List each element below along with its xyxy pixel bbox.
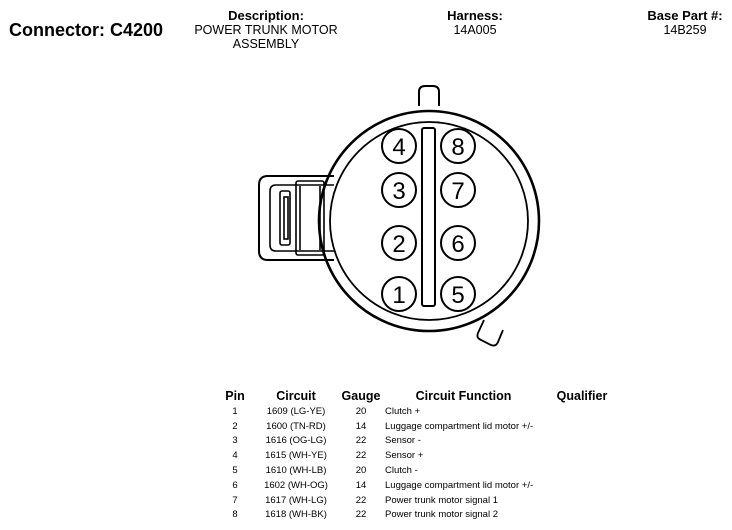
cell-circuit: 1618 (WH-BK): [265, 509, 327, 521]
table-row: [218, 493, 622, 508]
cell-pin: 6: [232, 479, 238, 491]
base-part-label: Base Part #:: [647, 8, 723, 23]
table-row: [218, 508, 622, 523]
cell-circuit: 1616 (OG-LG): [265, 435, 327, 447]
cell-circuit: 1600 (TN-RD): [266, 420, 326, 432]
bottom-latch: [477, 320, 503, 346]
center-divider: [422, 128, 435, 306]
pin-label-7: 7: [451, 178, 465, 205]
description-value-line-1: POWER TRUNK MOTOR: [194, 23, 338, 37]
cell-qualifier: [542, 508, 622, 523]
connector-body-inner: [330, 122, 528, 320]
pin-label-3: 3: [392, 178, 406, 205]
cell-function: Power trunk motor signal 1: [385, 494, 498, 506]
cell-pin: 5: [232, 465, 238, 477]
cell-qualifier: [542, 478, 622, 493]
pin-label-4: 4: [392, 134, 406, 161]
cell-gauge: 22: [355, 450, 367, 462]
pin-label-5: 5: [451, 282, 465, 309]
cell-circuit: 1617 (WH-LG): [265, 494, 327, 506]
cell-gauge: 14: [355, 420, 367, 432]
table-row: [218, 419, 622, 434]
cell-qualifier: [542, 463, 622, 478]
cell-circuit: 1610 (WH-LB): [265, 465, 327, 477]
cell-gauge: 22: [355, 435, 367, 447]
cell-pin: 3: [232, 435, 238, 447]
header-pin: Pin: [225, 389, 245, 403]
table-row: [218, 404, 622, 419]
table-row: [218, 463, 622, 478]
cell-qualifier: [542, 419, 622, 434]
table-row: [218, 434, 622, 449]
cell-pin: 4: [232, 450, 238, 462]
cell-circuit: 1609 (LG-YE): [266, 405, 326, 417]
cell-circuit: 1615 (WH-YE): [265, 450, 327, 462]
harness-value: 14A005: [453, 23, 497, 37]
cell-function: Sensor +: [385, 450, 424, 462]
connector-body-outer: [319, 111, 539, 331]
cell-qualifier: [542, 404, 622, 419]
cell-pin: 2: [232, 420, 238, 432]
cell-gauge: 20: [355, 405, 367, 417]
cell-gauge: 22: [355, 494, 367, 506]
cell-pin: 7: [232, 494, 238, 506]
cell-gauge: 22: [355, 509, 367, 521]
cell-function: Luggage compartment lid motor +/-: [385, 479, 534, 491]
cell-qualifier: [542, 448, 622, 463]
cell-pin: 1: [232, 405, 238, 417]
description-value-line-2: ASSEMBLY: [232, 37, 300, 51]
cell-function: Sensor -: [385, 435, 421, 447]
pin-table: [218, 388, 622, 522]
cell-function: Power trunk motor signal 2: [385, 509, 498, 521]
base-part-value: 14B259: [663, 23, 707, 37]
description-label: Description:: [228, 8, 304, 23]
pin-label-1: 1: [392, 282, 406, 309]
pin-label-8: 8: [451, 134, 465, 161]
header-circuit-function: Circuit Function: [415, 389, 512, 403]
pin-label-2: 2: [392, 231, 406, 258]
table-row: [218, 478, 622, 493]
cell-gauge: 14: [355, 479, 367, 491]
top-key-tab: [419, 86, 439, 106]
cell-function: Clutch +: [385, 405, 421, 417]
cell-function: Luggage compartment lid motor +/-: [385, 420, 534, 432]
cell-circuit: 1602 (WH-OG): [264, 479, 328, 491]
cell-gauge: 20: [355, 465, 367, 477]
table-row: [218, 448, 622, 463]
header-qualifier: Qualifier: [556, 389, 608, 403]
cell-qualifier: [542, 434, 622, 449]
harness-label: Harness:: [447, 8, 503, 23]
pin-table-header: [218, 388, 622, 404]
pin-label-6: 6: [451, 231, 465, 258]
cell-pin: 8: [232, 509, 238, 521]
connector-title: Connector: C4200: [9, 20, 164, 40]
header-circuit: Circuit: [276, 389, 316, 403]
left-latch-slot-inner: [284, 197, 288, 239]
header-gauge: Gauge: [341, 389, 381, 403]
cell-qualifier: [542, 493, 622, 508]
cell-function: Clutch -: [385, 465, 418, 477]
